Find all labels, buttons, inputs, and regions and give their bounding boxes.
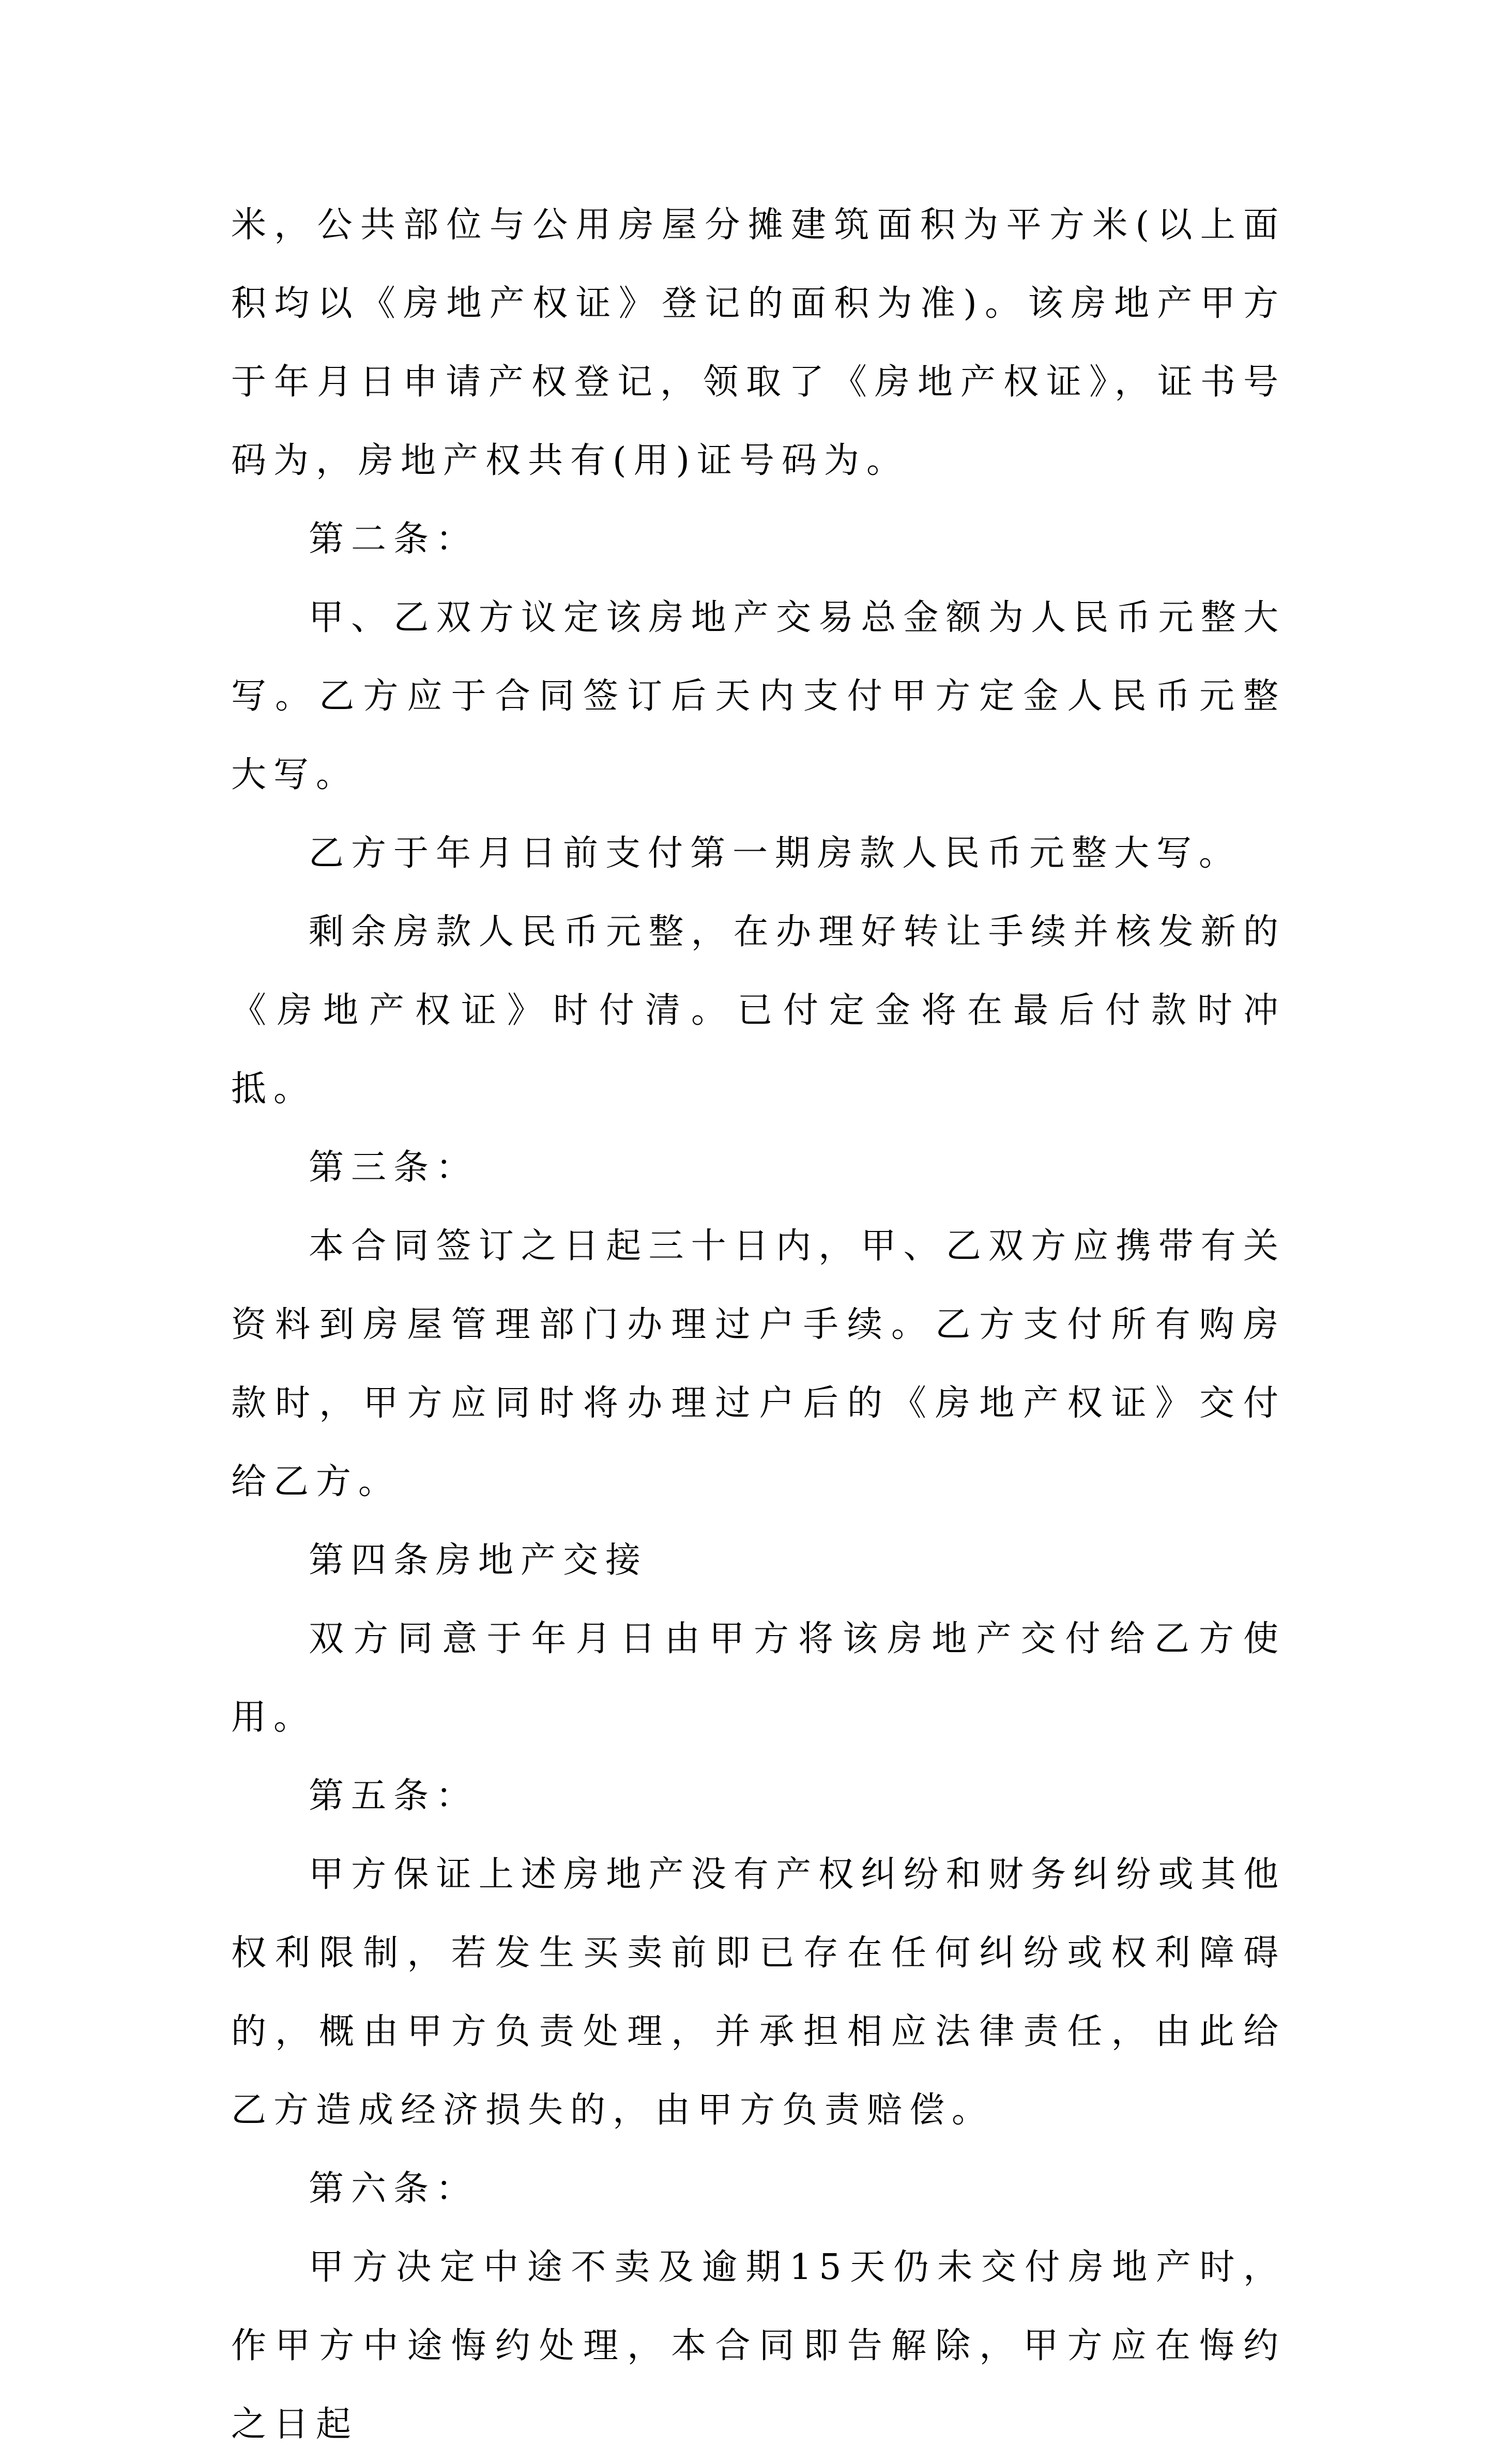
paragraph-transfer-procedure: 本合同签订之日起三十日内，甲、乙双方应携带有关资料到房屋管理部门办理过户手续。乙方支付所有购房款时，甲方应同时将办理过户后的《房地产权证》交付给乙方。 [231, 1226, 1286, 1502]
paragraph-handover: 双方同意于年月日由甲方将该房地产交付给乙方使用。 [231, 1619, 1286, 1738]
paragraph-seller-default: 甲方决定中途不卖及逾期15天仍未交付房地产时，作甲方中途悔约处理，本合同即告解除，甲方应在悔约之日起 [231, 2247, 1286, 2445]
paragraph-total-price: 甲、乙双方议定该房地产交易总金额为人民币元整大写。乙方应于合同签订后天内支付甲方定金人民币元整大写。 [231, 597, 1286, 795]
paragraph-continued-area: 米，公共部位与公用房屋分摊建筑面积为平方米(以上面积均以《房地产权证》登记的面积为准)。该房地产甲方于年月日申请产权登记，领取了《房地产权证》，证书号码为，房地产权共有(用)证号码为。 [231, 205, 1286, 481]
paragraph-first-payment: 乙方于年月日前支付第一期房款人民币元整大写。 [309, 833, 1242, 874]
article-3-heading: 第三条： [309, 1147, 479, 1188]
article-4-heading: 第四条房地产交接 [309, 1540, 648, 1581]
article-5-heading: 第五条： [309, 1776, 479, 1816]
article-6-heading: 第六条： [309, 2168, 479, 2209]
paragraph-remaining-payment: 剩余房款人民币元整，在办理好转让手续并核发新的《房地产权证》时付清。已付定金将在最后付款时冲抵。 [231, 912, 1286, 1110]
document-body [231, 186, 1286, 2464]
paragraph-title-guarantee: 甲方保证上述房地产没有产权纠纷和财务纠纷或其他权利限制，若发生买卖前即已存在任何纠纷或权利障碍的，概由甲方负责处理，并承担相应法律责任，由此给乙方造成经济损失的，由甲方负责赔偿。 [231, 1854, 1286, 2131]
article-2-heading: 第二条： [309, 519, 479, 560]
